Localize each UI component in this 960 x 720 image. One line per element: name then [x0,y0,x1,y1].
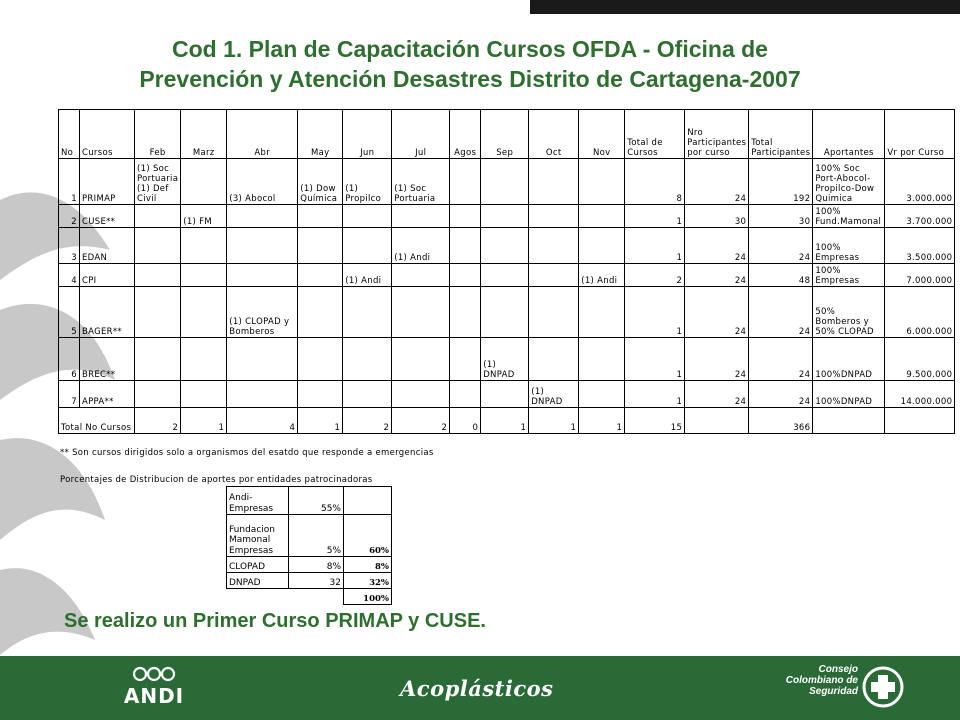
row-nov [579,287,625,338]
distribution-row [227,487,392,515]
title-line-1: Cod 1. Plan de Capacitación Cursos OFDA - Oficina de [172,36,768,62]
header-cell: Oct [529,110,579,159]
row-total: 1 [625,287,685,338]
row-marz [181,381,227,408]
total-part [685,408,749,434]
row-oct [529,159,579,205]
dist-total: 8% [344,557,392,573]
summary-text: Se realizo un Primer Curso PRIMAP y CUSE. [64,610,486,632]
row-curso: BAGER** [80,287,135,338]
row-oct [529,228,579,264]
dist-empty [289,589,344,605]
total-label: Total No Cursos [59,408,135,434]
row-totpart: 192 [749,159,813,205]
dist-pct: 32 [289,573,344,589]
row-no: 2 [59,205,80,228]
row-abr [227,264,298,287]
training-plan-table [58,109,955,434]
row-agos [450,159,481,205]
row-jul: (1) Andi [392,228,450,264]
row-totpart: 24 [749,287,813,338]
row-jun [343,228,392,264]
table-row [59,264,955,287]
row-feb [135,264,181,287]
dist-pct: 55% [289,487,344,515]
row-curso: APPA** [80,381,135,408]
row-sep [481,287,529,338]
row-vr: 3.000.000 [885,159,955,205]
row-aportantes: 100% Soc Port-Abocol-Propilco-Dow Quimica [813,159,885,205]
total-feb: 2 [135,408,181,434]
row-part: 24 [685,381,749,408]
header-cell: Cursos [80,110,135,159]
distribution-row [227,515,392,557]
table-row [59,287,955,338]
header-cell: Nov [579,110,625,159]
row-agos [450,264,481,287]
andi-rings-icon [131,666,177,682]
row-sep [481,205,529,228]
row-curso: BREC** [80,338,135,381]
row-agos [450,338,481,381]
total-oct: 1 [529,408,579,434]
footer-bar [0,656,960,720]
row-nov [579,381,625,408]
top-dark-bar [530,0,960,14]
row-oct [529,264,579,287]
header-cell: No [59,110,80,159]
row-sep [481,381,529,408]
consejo-line-1: Consejo [818,664,858,675]
total-agos: 0 [450,408,481,434]
row-curso: CPI [80,264,135,287]
total-participantes: 366 [749,408,813,434]
row-aportantes: 100% Fund.Mamonal [813,205,885,228]
row-part: 24 [685,287,749,338]
row-may [298,287,343,338]
row-feb [135,228,181,264]
row-jul [392,205,450,228]
row-jun: (1) Propilco [343,159,392,205]
row-oct [529,338,579,381]
dist-grand-total: 100% [344,589,392,605]
row-totpart: 24 [749,228,813,264]
header-cell: Sep [481,110,529,159]
table-total-row [59,408,955,434]
row-may [298,228,343,264]
acoplasticos-logo: Acoplásticos [400,676,554,701]
row-curso: PRIMAP [80,159,135,205]
row-part: 24 [685,264,749,287]
dist-total: 32% [344,573,392,589]
title-line-2: Prevención y Atención Desastres Distrito de Cartagena-2007 [139,66,801,92]
row-no: 4 [59,264,80,287]
total-empty [885,408,955,434]
row-agos [450,205,481,228]
andi-label: ANDI [123,684,185,708]
row-feb [135,205,181,228]
header-cell: Jun [343,110,392,159]
row-agos [450,228,481,264]
distribution-total-row [227,589,392,605]
total-sep: 1 [481,408,529,434]
header-cell: Total Participantes [749,110,813,159]
row-totpart: 24 [749,381,813,408]
distribution-row [227,557,392,573]
table-row [59,228,955,264]
dist-pct: 8% [289,557,344,573]
row-may: (1) Dow Química [298,159,343,205]
row-agos [450,287,481,338]
total-marz: 1 [181,408,227,434]
row-part: 30 [685,205,749,228]
row-abr: (1) CLOPAD y Bomberos [227,287,298,338]
row-sep: (1) DNPAD [481,338,529,381]
row-marz [181,338,227,381]
row-jun [343,205,392,228]
row-nov [579,159,625,205]
row-feb: (1) Soc Portuaria (1) Def Civil [135,159,181,205]
dist-entidad: Fundacion Mamonal Empresas [227,515,289,557]
header-cell: May [298,110,343,159]
row-part: 24 [685,338,749,381]
row-total: 2 [625,264,685,287]
row-marz [181,264,227,287]
footnote: ** Son cursos dirigidos solo a organismos del esatdo que responde a emergencias [60,448,434,458]
row-no: 7 [59,381,80,408]
dist-empty [227,589,289,605]
row-vr: 3.700.000 [885,205,955,228]
row-jun [343,338,392,381]
table-header-row [59,110,955,159]
row-sep [481,264,529,287]
header-cell: Total de Cursos [625,110,685,159]
consejo-line-2: Colombiano de [785,675,858,686]
table-row [59,159,955,205]
consejo-logo-text [760,664,858,697]
row-abr [227,228,298,264]
row-may [298,205,343,228]
header-cell: Nro Participantes por curso [685,110,749,159]
row-jul [392,381,450,408]
andi-logo [118,660,190,716]
row-aportantes: 100%DNPAD [813,381,885,408]
row-agos [450,381,481,408]
total-abr: 4 [227,408,298,434]
row-jul [392,338,450,381]
row-aportantes: 100% Empresas [813,264,885,287]
row-may [298,264,343,287]
row-vr: 14.000.000 [885,381,955,408]
row-aportantes: 50% Bomberos y 50% CLOPAD [813,287,885,338]
page-title [30,34,910,94]
row-jul [392,287,450,338]
row-nov: (1) Andi [579,264,625,287]
row-aportantes: 100%DNPAD [813,338,885,381]
row-aportantes: 100% Empresas [813,228,885,264]
row-abr: (3) Abocol [227,159,298,205]
row-oct [529,287,579,338]
row-feb [135,338,181,381]
table-row [59,338,955,381]
row-may [298,381,343,408]
row-no: 1 [59,159,80,205]
safety-cross-icon [862,666,904,708]
row-jun [343,381,392,408]
row-nov [579,228,625,264]
total-nov: 1 [579,408,625,434]
dist-total [344,487,392,515]
row-marz [181,159,227,205]
row-oct [529,205,579,228]
total-jun: 2 [343,408,392,434]
row-marz [181,287,227,338]
dist-entidad: Andi-Empresas [227,487,289,515]
row-vr: 9.500.000 [885,338,955,381]
consejo-line-3: Seguridad [809,686,858,697]
row-part: 24 [685,159,749,205]
row-may [298,338,343,381]
row-nov [579,338,625,381]
row-feb [135,287,181,338]
row-total: 1 [625,228,685,264]
row-part: 24 [685,228,749,264]
dist-entidad: CLOPAD [227,557,289,573]
total-empty [813,408,885,434]
row-totpart: 24 [749,338,813,381]
header-cell: Abr [227,110,298,159]
row-total: 8 [625,159,685,205]
row-total: 1 [625,338,685,381]
row-no: 5 [59,287,80,338]
row-curso: CUSE** [80,205,135,228]
row-jun [343,287,392,338]
header-cell: Vr por Curso [885,110,955,159]
row-totpart: 30 [749,205,813,228]
distribution-caption: Porcentajes de Distribucion de aportes por entidades patrocinadoras [60,475,373,485]
row-no: 6 [59,338,80,381]
row-no: 3 [59,228,80,264]
distribution-row [227,573,392,589]
table-row [59,381,955,408]
header-cell: Agos [450,110,481,159]
header-cell: Feb [135,110,181,159]
header-cell: Aportantes [813,110,885,159]
total-cursos: 15 [625,408,685,434]
row-marz: (1) FM [181,205,227,228]
header-cell: Jul [392,110,450,159]
row-jun: (1) Andi [343,264,392,287]
header-cell: Marz [181,110,227,159]
row-abr [227,338,298,381]
row-sep [481,228,529,264]
dist-entidad: DNPAD [227,573,289,589]
row-vr: 7.000.000 [885,264,955,287]
distribution-table [226,486,392,605]
row-abr [227,205,298,228]
row-jul: (1) Soc Portuaria [392,159,450,205]
row-curso: EDAN [80,228,135,264]
total-may: 1 [298,408,343,434]
row-oct: (1) DNPAD [529,381,579,408]
row-total: 1 [625,205,685,228]
dist-total: 60% [344,515,392,557]
row-abr [227,381,298,408]
dist-pct: 5% [289,515,344,557]
row-totpart: 48 [749,264,813,287]
row-feb [135,381,181,408]
total-jul: 2 [392,408,450,434]
row-jul [392,264,450,287]
row-total: 1 [625,381,685,408]
table-row [59,205,955,228]
row-sep [481,159,529,205]
row-vr: 3.500.000 [885,228,955,264]
row-vr: 6.000.000 [885,287,955,338]
row-nov [579,205,625,228]
row-marz [181,228,227,264]
